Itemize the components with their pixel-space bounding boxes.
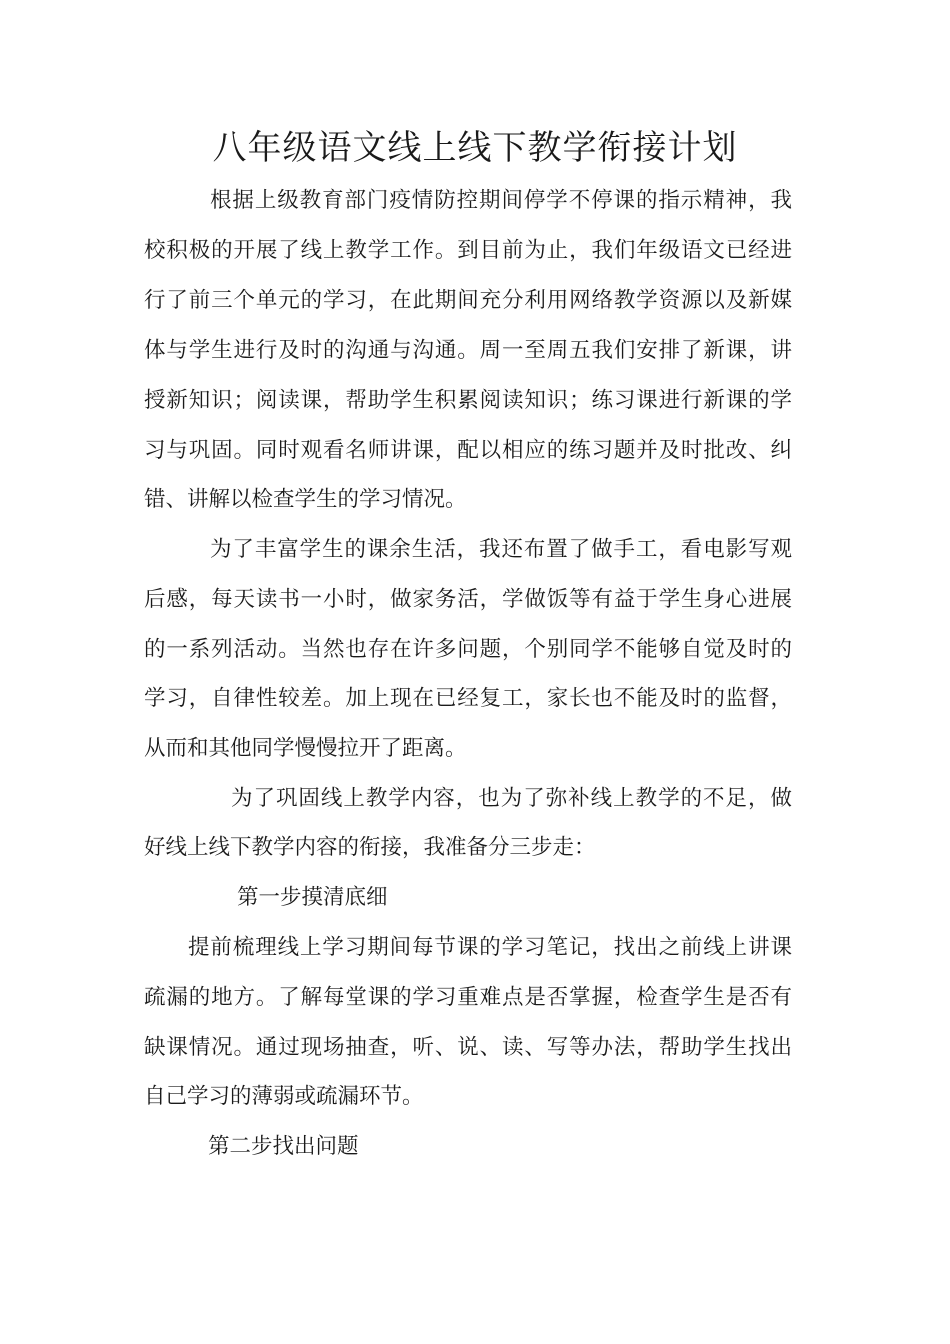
text-line: 行了前三个单元的学习，在此期间充分利用网络教学资源以及新媒 [144,288,792,313]
text-line: 缺课情况。通过现场抽查，听、说、读、写等办法，帮助学生找出 [144,1035,792,1060]
text-line: 根据上级教育部门疫情防控期间停学不停课的指示精神，我 [210,188,792,213]
text-line: 学习，自律性较差。加上现在已经复工，家长也不能及时的监督， [144,686,792,711]
text-line: 错、讲解以检查学生的学习情况。 [144,487,467,512]
text-line: 体与学生进行及时的沟通与沟通。周一至周五我们安排了新课，讲 [144,338,792,363]
text-line: 校积极的开展了线上教学工作。到目前为止，我们年级语文已经进 [144,238,792,263]
text-line: 提前梳理线上学习期间每节课的学习笔记，找出之前线上讲课 [188,935,792,960]
text-line: 为了巩固线上教学内容，也为了弥补线上教学的不足，做 [231,786,792,811]
text-line: 习与巩固。同时观看名师讲课，配以相应的练习题并及时批改、纠 [144,438,792,463]
text-line: 疏漏的地方。了解每堂课的学习重难点是否掌握，检查学生是否有 [144,985,792,1010]
text-line: 自己学习的薄弱或疏漏环节。 [144,1084,424,1109]
text-line: 从而和其他同学慢慢拉开了距离。 [144,736,467,761]
section-heading: 第一步摸清底细 [237,885,388,910]
text-line: 后感，每天读书一小时，做家务活，学做饭等有益于学生身心进展 [144,587,792,612]
text-line: 为了丰富学生的课余生活，我还布置了做手工，看电影写观 [210,537,792,562]
text-line: 授新知识；阅读课，帮助学生积累阅读知识；练习课进行新课的学 [144,388,792,413]
document-title: 八年级语文线上线下教学衔接计划 [212,128,738,168]
text-line: 的一系列活动。当然也存在许多问题，个别同学不能够自觉及时的 [144,637,792,662]
section-heading: 第二步找出问题 [208,1134,359,1159]
text-line: 好线上线下教学内容的衔接，我准备分三步走： [144,835,596,860]
